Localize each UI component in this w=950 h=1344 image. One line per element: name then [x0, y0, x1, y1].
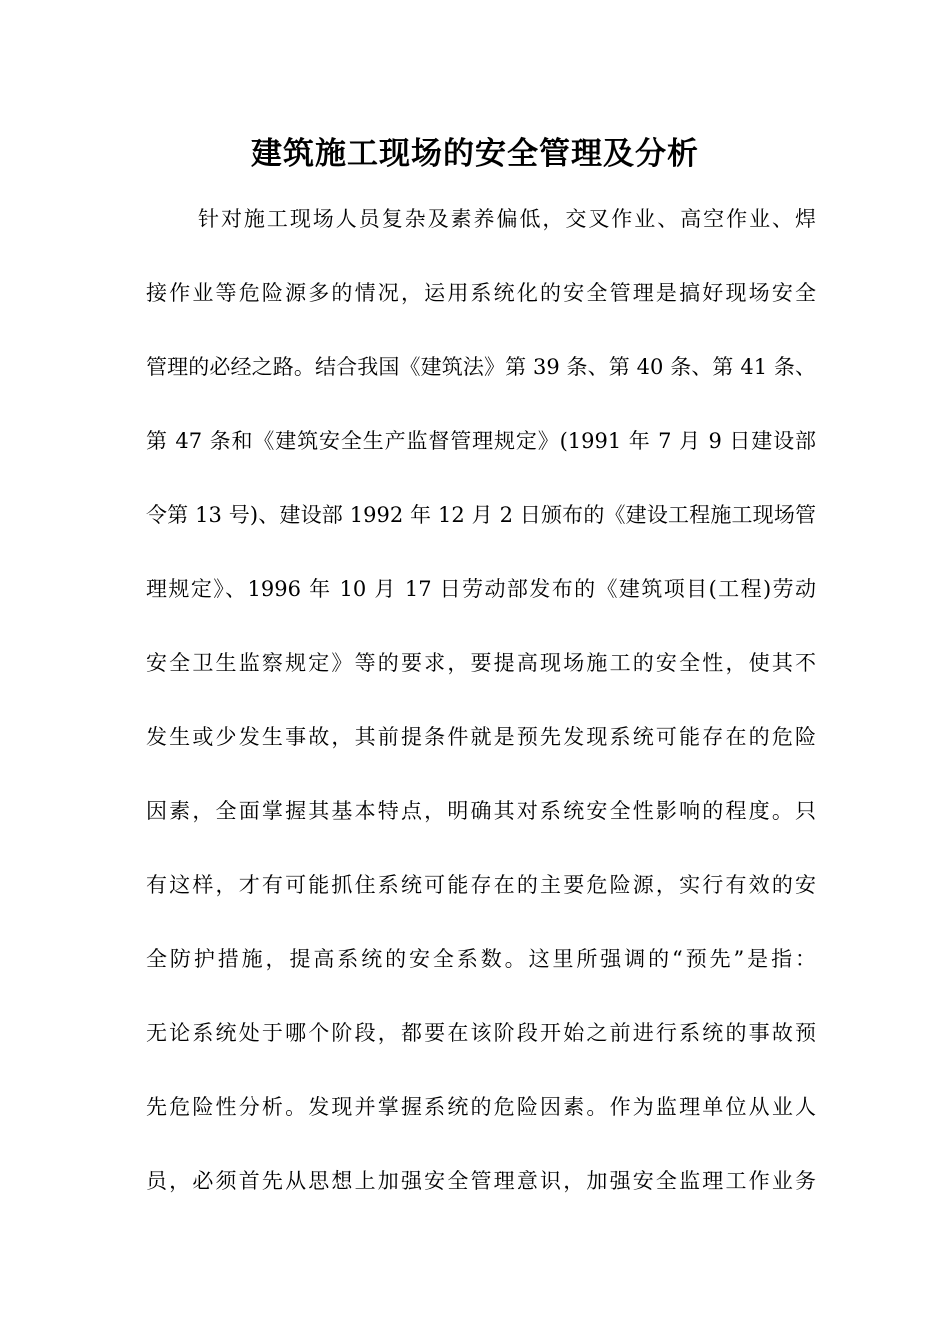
document-title: 建筑施工现场的安全管理及分析 [251, 136, 699, 172]
paragraph-line: 先危险性分析。发现并掌握系统的危险因素。作为监理单位从业人 [146, 1095, 816, 1119]
paragraph-line: 无论系统处于哪个阶段，都要在该阶段开始之前进行系统的事故预 [146, 1021, 816, 1045]
paragraph-line: 令第 13 号)、建设部 1992 年 12 月 2 日颁布的《建设工程施工现场管 [146, 503, 816, 527]
paragraph-line: 针对施工现场人员复杂及素养偏低，交叉作业、高空作业、焊 [198, 207, 816, 231]
paragraph-line: 发生或少发生事故，其前提条件就是预先发现系统可能存在的危险 [146, 725, 816, 749]
paragraph-line: 因素，全面掌握其基本特点，明确其对系统安全性影响的程度。只 [146, 799, 816, 823]
paragraph-line: 接作业等危险源多的情况，运用系统化的安全管理是搞好现场安全 [146, 281, 816, 305]
paragraph-line: 管理的必经之路。结合我国《建筑法》第 39 条、第 40 条、第 41 条、 [146, 355, 816, 379]
paragraph-line: 理规定》、1996 年 10 月 17 日劳动部发布的《建筑项目(工程)劳动 [146, 577, 816, 601]
paragraph-line: 第 47 条和《建筑安全生产监督管理规定》(1991 年 7 月 9 日建设部 [146, 429, 816, 453]
paragraph-line: 全防护措施，提高系统的安全系数。这里所强调的“预先”是指： [146, 947, 816, 971]
paragraph-line: 员，必须首先从思想上加强安全管理意识，加强安全监理工作业务 [146, 1169, 816, 1193]
paragraph-line: 有这样，才有可能抓住系统可能存在的主要危险源，实行有效的安 [146, 873, 816, 897]
paragraph-line: 安全卫生监察规定》等的要求，要提高现场施工的安全性，使其不 [146, 651, 816, 675]
